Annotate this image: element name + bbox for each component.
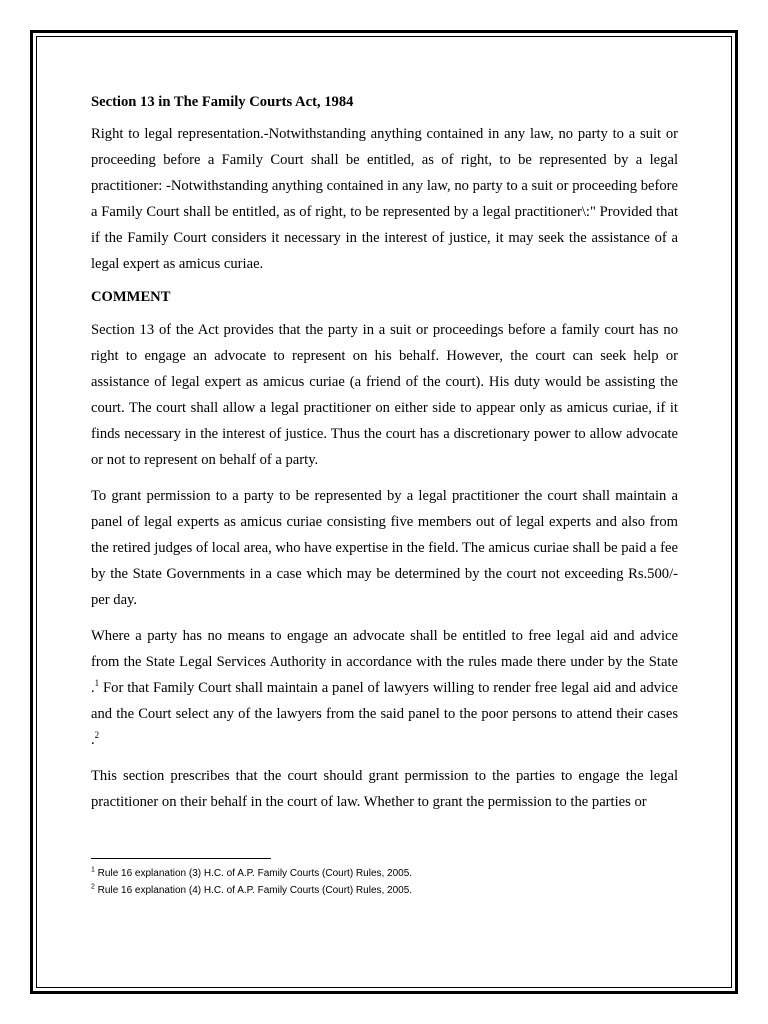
footnote-mark: 1 <box>91 866 95 874</box>
paragraph-comment: Section 13 of the Act provides that the party in a suit or proceedings before a family court has no right to engage an advocate to represent on his behalf. However, the court can seek help or assistance of legal expert as amicus curiae (a friend of the court). His duty would be assisting the court. The court shall allow a legal practitioner on either side to appear only as amicus curiae, if it finds necessary in the interest of justice. Thus the court has a discretionary power to allow advocate or not to represent on behalf of a party. <box>91 322 678 468</box>
footnotes <box>91 865 678 899</box>
document-body <box>91 92 678 825</box>
footnote-2 <box>91 882 678 899</box>
comment-heading: COMMENT <box>91 289 171 305</box>
legal-aid-text-b: For that Family Court shall maintain a panel of lawyers willing to render free legal aid and advice and the Court select any of the lawyers from the said panel to the poor persons to attend their cases . <box>91 680 678 748</box>
paragraph-amicus-panel: To grant permission to a party to be represented by a legal practitioner the court shall maintain a panel of legal experts as amicus curiae consisting five members out of legal experts and also from the retired judges of local area, who have expertise in the field. The amicus curiae shall be paid a fee by the State Governments in a case which may be determined by the court not exceeding Rs.500/- per day. <box>91 488 678 608</box>
footnote-mark: 2 <box>91 883 95 891</box>
footnote-1 <box>91 865 678 882</box>
legal-aid-text-a: Where a party has no means to engage an advocate shall be entitled to free legal aid and advice from the State Legal Services Authority in accordance with the rules made there under by the State . <box>91 628 678 696</box>
paragraph-permission: This section prescribes that the court should grant permission to the parties to engage the legal practitioner on their behalf in the court of law. Whether to grant the permission to the parties or <box>91 768 678 810</box>
section-heading: Section 13 in The Family Courts Act, 1984 <box>91 94 354 110</box>
footnote-ref-2[interactable]: 2 <box>94 730 100 741</box>
footnote-separator <box>91 858 271 859</box>
paragraph-legal-aid <box>91 623 678 753</box>
paragraph-right-to-representation: Right to legal representation.-Notwithstanding anything contained in any law, no party to a suit or proceeding before a Family Court shall be entitled, as of right, to be represented by a legal practitioner: -Notwithstanding anything contained in any law, no party to a suit or proceeding before a Family Court shall be entitled, as of right, to be represented by a legal practitioner\:" Provided that if the Family Court considers it necessary in the interest of justice, it may seek the assistance of a legal expert as amicus curiae. <box>91 126 678 272</box>
footnote-ref-1[interactable]: 1 <box>94 678 100 689</box>
footnote-text: Rule 16 explanation (4) H.C. of A.P. Family Courts (Court) Rules, 2005. <box>94 885 413 896</box>
footnote-text: Rule 16 explanation (3) H.C. of A.P. Family Courts (Court) Rules, 2005. <box>94 868 413 879</box>
